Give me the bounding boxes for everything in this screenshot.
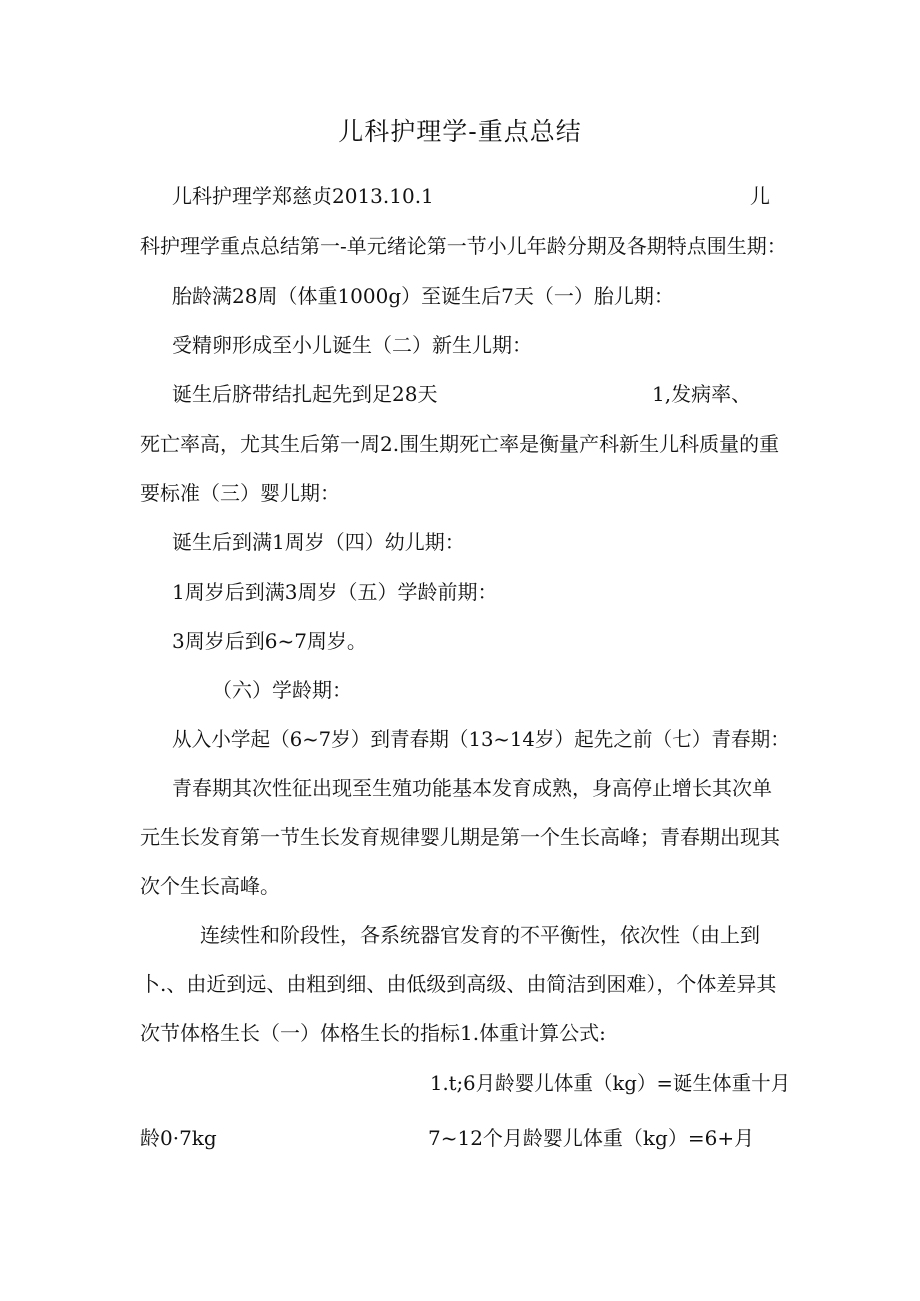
text-line: （六）学龄期： xyxy=(212,678,352,702)
text-line: 胎龄满28周（体重1000g）至诞生后7天（一）胎儿期： xyxy=(172,284,674,308)
text-line: 科护理学重点总结第一-单元绪论第一节小儿年龄分期及各期特点围生期： xyxy=(140,234,787,258)
text-line: 儿 xyxy=(750,184,770,208)
text-line: 从入小学起（6~7岁）到青春期（13~14岁）起先之前（七）青春期： xyxy=(172,727,790,751)
text-line: 诞生后到满1周岁（四）幼儿期： xyxy=(172,530,465,554)
text-line: 死亡率高，尤其生后第一周2.围生期死亡率是衡量产科新生儿科质量的重 xyxy=(140,432,780,456)
text-line: 次节体格生长（一）体格生长的指标1.体重计算公式: xyxy=(140,1021,606,1045)
text-line: 次个生长高峰。 xyxy=(140,874,280,898)
text-line: 卜.、由近到远、由粗到细、由低级到高级、由简洁到困难），个体差异其 xyxy=(140,972,777,996)
text-line: 元生长发育第一节生长发育规律婴儿期是第一个生长高峰；青春期出现其 xyxy=(140,825,780,849)
text-line: 青春期其次性征出现至生殖功能基本发育成熟，身高停止增长其次单 xyxy=(172,776,772,800)
text-line: 要标准（三）婴儿期： xyxy=(140,481,340,505)
text-line: 儿科护理学郑慈贞2013.10.1 xyxy=(172,184,434,208)
text-line: 7~12个月龄婴儿体重（kg）=6+月 xyxy=(428,1126,755,1150)
text-line: 1周岁后到满3周岁（五）学龄前期： xyxy=(172,580,498,604)
text-line: 龄0·7kg xyxy=(140,1126,217,1150)
text-line: 1,发病率、 xyxy=(652,382,752,406)
text-line: 1.t;6月龄婴儿体重（kg）=诞生体重十月 xyxy=(430,1071,791,1095)
text-line: 受精卵形成至小儿诞生（二）新生儿期： xyxy=(172,333,532,357)
page-title: 儿科护理学-重点总结 xyxy=(338,117,582,146)
text-line: 连续性和阶段性，各系统器官发育的不平衡性，依次性（由上到 xyxy=(200,923,760,947)
text-line: 诞生后脐带结扎起先到足28天 xyxy=(172,382,438,406)
text-line: 3周岁后到6~7周岁。 xyxy=(172,629,367,653)
